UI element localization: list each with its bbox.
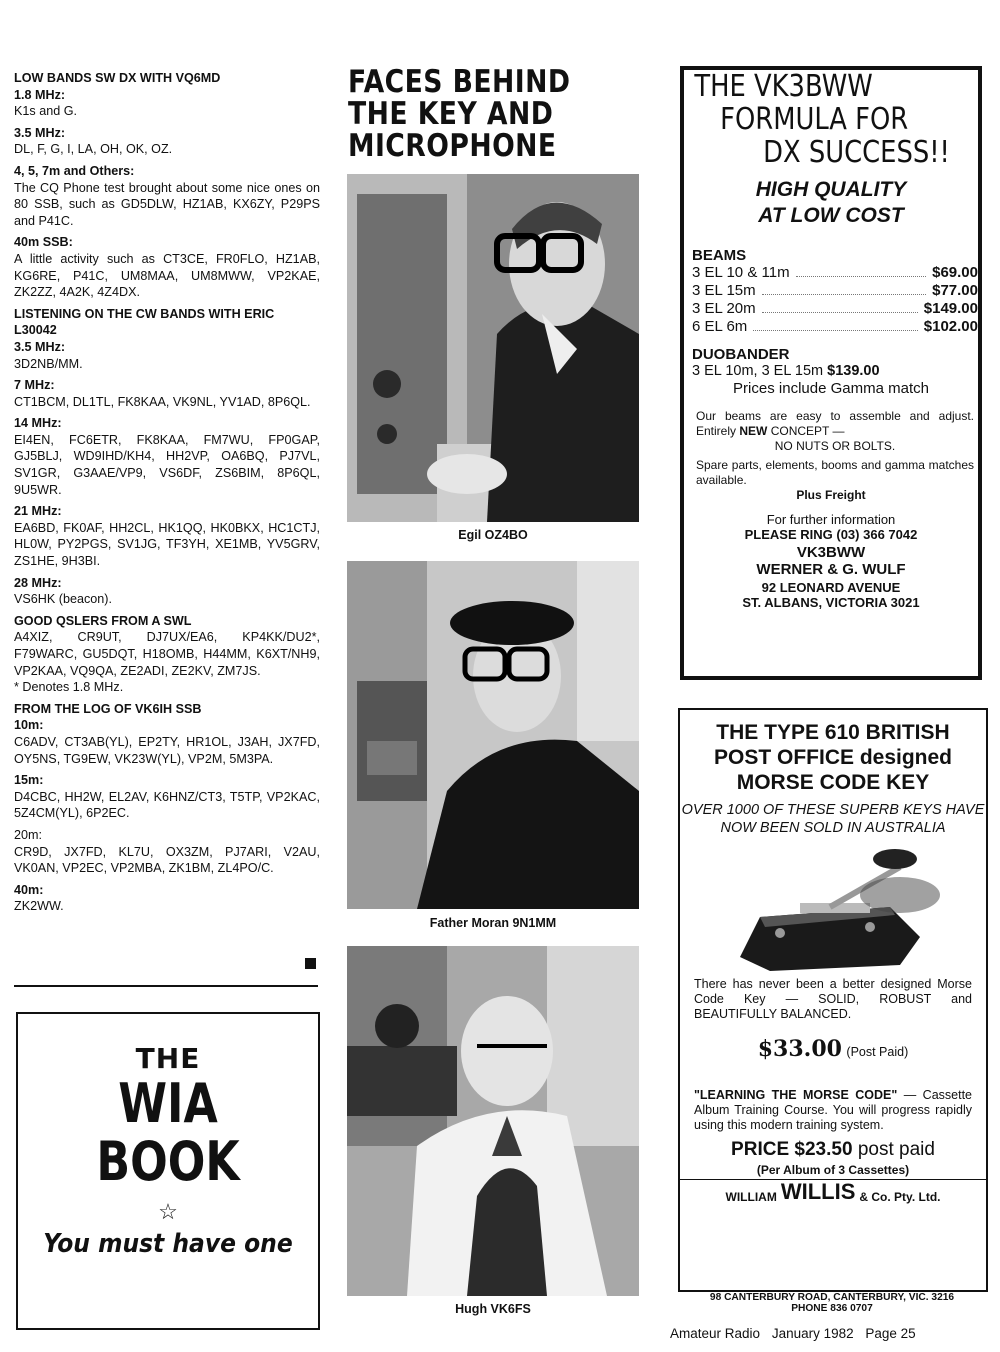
column-dx-report bbox=[14, 70, 320, 920]
price-row: 6 EL 6m $102.00 bbox=[692, 318, 978, 335]
ad-title: THE TYPE 610 BRITISH POST OFFICE designed MORSE CODE KEY bbox=[713, 721, 953, 794]
band-block: 20m: CR9D, JX7FD, KL7U, OX3ZM, PJ7ARI, V2AU, VK0AN, VP2EC, VP2MBA, ZK1BM, ZL4PO/C. bbox=[14, 827, 320, 876]
band-block: 4, 5, 7m and Others: The CQ Phone test brought about some nice ones on 80 SSB, such as GD5DLW, HZ1AB, KX6ZY, P29PS and P41C. bbox=[14, 163, 320, 228]
course-text: "LEARNING THE MORSE CODE" — Cassette Album Training Course. You will progress rapidly using this modern training system. bbox=[694, 1088, 972, 1132]
gamma-note: Prices include Gamma match bbox=[733, 380, 929, 397]
band-block: 3.5 MHz: 3D2NB/MM. bbox=[14, 339, 83, 371]
album-note: (Per Album of 3 Cassettes) bbox=[756, 1163, 910, 1177]
qsl-note: * Denotes 1.8 MHz. bbox=[14, 680, 124, 695]
key-description: There has never been a better designed Morse Code Key — SOLID, ROBUST and BEAUTIFULLY BALANCED. bbox=[694, 977, 972, 1021]
heading: GOOD QSLERS FROM A SWL bbox=[14, 613, 192, 628]
ad-headline: THE VK3BWW FORMULA FOR DX SUCCESS!! bbox=[694, 69, 950, 170]
star-icon: ☆ bbox=[158, 1199, 178, 1224]
duobander-row: 3 EL 10m, 3 EL 15m $139.00 bbox=[692, 363, 880, 379]
price-row: 3 EL 20m $149.00 bbox=[692, 300, 978, 317]
spare-parts-text: Spare parts, elements, booms and gamma matches available. bbox=[696, 458, 974, 487]
easy-assembly-text: Our beams are easy to assemble and adjust. Entirely NEW CONCEPT — NO NUTS OR BOLTS. bbox=[696, 409, 974, 453]
street-address: 92 LEONARD AVENUE bbox=[761, 580, 901, 595]
band-block: 3.5 MHz: DL, F, G, I, LA, OH, OK, OZ. bbox=[14, 125, 173, 157]
heading: LISTENING ON THE CW BANDS WITH ERIC L30042 bbox=[14, 306, 275, 338]
band-block: 14 MHz: EI4EN, FC6ETR, FK8KAA, FM7WU, FP0GAP, GJ5BLJ, WD9IHD/KH4, HH2VP, OA6BQ, PJ7VL, SV1GR, G3AAE/VP9, VS6DF, ZS6BIM, 8P6QL, 9U5WR. bbox=[14, 416, 320, 497]
band-block: 28 MHz: VS6HK (beacon). bbox=[14, 575, 113, 607]
wia-title-line2: BOOK bbox=[96, 1130, 240, 1193]
band-block: 40m: ZK2WW. bbox=[14, 882, 64, 914]
key-price: $33.00 (Post Paid) bbox=[757, 1036, 909, 1062]
issue-date: January 1982 bbox=[771, 1326, 854, 1341]
band-block: 10m: C6ADV, CT3AB(YL), EP2TY, HR1OL, J3AH, JX7FD, OY5NS, TG9EW, VK23W(YL), VP2M, 5M3PA. bbox=[14, 718, 320, 766]
end-of-article-mark bbox=[305, 958, 316, 969]
photo-father-moran bbox=[347, 561, 639, 909]
sales-claim: OVER 1000 OF THESE SUPERB KEYS HAVE NOW BEEN SOLD IN AUSTRALIA bbox=[681, 802, 985, 836]
qsl-list: A4XIZ, CR9UT, DJ7UX/EA6, KP4KK/DU2*, F79WARC, GU5DQT, H18OMB, H44MM, K6XT/NH9, VP2KAA, VQ9QA, ZE2ADI, ZE2KV, ZM7JS. bbox=[14, 630, 320, 678]
magazine-name: Amateur Radio bbox=[670, 1326, 761, 1341]
band-block: 7 MHz: CT1BCM, DL1TL, FK8KAA, VK9NL, YV1AD, 8P6QL. bbox=[14, 378, 311, 409]
freight-note: Plus Freight bbox=[796, 488, 866, 502]
quality-tagline: HIGH QUALITY AT LOW COST bbox=[755, 178, 907, 227]
course-price: PRICE $23.50 post paid bbox=[731, 1139, 935, 1160]
morse-key-ad bbox=[678, 708, 988, 1292]
vk3bww-ad bbox=[680, 66, 982, 680]
price-row: 3 EL 15m $77.00 bbox=[692, 282, 978, 299]
price-row: 3 EL 10 & 11m $69.00 bbox=[692, 264, 978, 281]
wia-the: THE bbox=[135, 1042, 201, 1075]
caption-hugh: Hugh VK6FS bbox=[455, 1302, 531, 1316]
heading: FROM THE LOG OF VK6IH SSB bbox=[14, 701, 202, 716]
morse-key-image bbox=[680, 837, 986, 977]
city-address: ST. ALBANS, VICTORIA 3021 bbox=[742, 595, 920, 610]
company-address: 98 CANTERBURY ROAD, CANTERBURY, VIC. 3216 PHONE 836 0707 bbox=[709, 1292, 955, 1314]
faces-title: FACES BEHIND THE KEY AND MICROPHONE bbox=[348, 64, 571, 164]
photo-egil bbox=[347, 174, 639, 522]
band-block: 15m: D4CBC, HH2W, EL2AV, K6HNZ/CT3, T5TP, VP2KAC, 5Z4CM(YL), 6P2EC. bbox=[14, 773, 320, 821]
page-footer bbox=[670, 1326, 924, 1341]
callsign: VK3BWW bbox=[796, 544, 866, 561]
page-number: Page 25 bbox=[865, 1326, 916, 1341]
band-block: 1.8 MHz: K1s and G. bbox=[14, 87, 78, 119]
wia-book-ad bbox=[16, 1012, 320, 1330]
divider bbox=[14, 985, 318, 987]
wia-title-line1: WIA bbox=[118, 1072, 218, 1135]
photo-hugh bbox=[347, 946, 639, 1296]
company-name: WILLIAM WILLIS & Co. Pty. Ltd. bbox=[680, 1179, 986, 1204]
beams-label: BEAMS bbox=[692, 247, 747, 264]
band-block: 40m SSB: A little activity such as CT3CE, FR0FLO, HZ1AB, KG6RE, P41C, UM8MAA, UM8MWW, VP2KAE, ZK2ZZ, 4A2K, 4Z4DX. bbox=[14, 235, 320, 300]
duobander-label: DUOBANDER bbox=[692, 346, 790, 363]
wia-tagline: You must have one bbox=[43, 1229, 293, 1259]
further-info: For further information bbox=[766, 512, 896, 527]
phone-line: PLEASE RING (03) 366 7042 bbox=[744, 527, 918, 542]
caption-egil: Egil OZ4BO bbox=[458, 528, 528, 542]
owner-names: WERNER & G. WULF bbox=[756, 561, 906, 578]
caption-father-moran: Father Moran 9N1MM bbox=[429, 916, 557, 930]
heading: LOW BANDS SW DX WITH VQ6MD bbox=[14, 71, 221, 85]
band-block: 21 MHz: EA6BD, FK0AF, HH2CL, HK1QQ, HK0BKX, HC1CTJ, HL0W, PY2PGS, SV1JG, TF3YH, XE1MB, YV5GRV, ZS1HE, 9H3BI. bbox=[14, 504, 320, 569]
